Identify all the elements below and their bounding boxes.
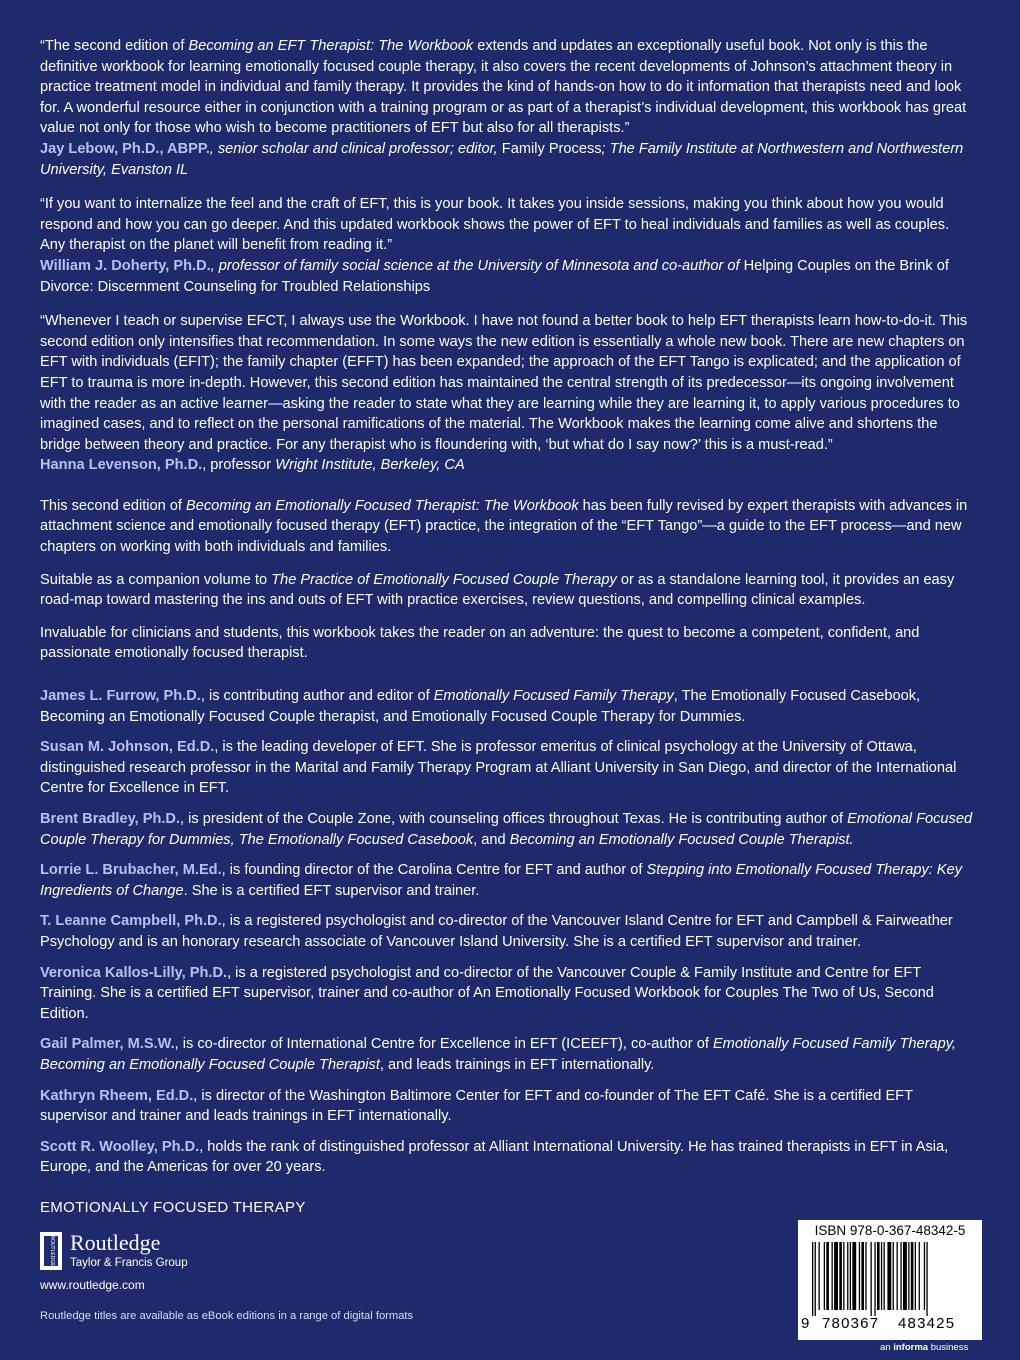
review-endorser-1: Jay Lebow, Ph.D., ABPP., senior scholar and clinical professor; editor, Family Process; The Family Institute at Northwestern and Northwestern University, Evanston IL	[40, 140, 964, 178]
ebook-note: Routledge titles are available as eBook editions in a range of digital formats	[40, 1310, 414, 1322]
endorser-name: Hanna Levenson, Ph.D.	[40, 457, 203, 474]
barcode-bar	[832, 1242, 833, 1310]
barcode-bar	[908, 1242, 909, 1310]
barcode-bar	[881, 1242, 882, 1310]
publisher-name: Routledge	[70, 1230, 161, 1255]
barcode-bar	[877, 1242, 880, 1310]
author-bio: Gail Palmer, M.S.W., is co-director of International Centre for Excellence in EFT (ICEEFT), co-author of Emotionally Focused Family Therapy, Becoming an Emotionally Focused Couple Therapist, and leads trainings in EFT internationally.	[40, 1036, 956, 1073]
barcode-bar	[847, 1242, 848, 1310]
barcode-bar	[819, 1242, 820, 1310]
author-name: T. Leanne Campbell, Ph.D.	[40, 913, 222, 930]
barcode-bar	[900, 1242, 901, 1310]
barcode-bar	[884, 1242, 885, 1310]
barcode-bar	[887, 1242, 891, 1310]
barcode-bar	[843, 1242, 844, 1310]
author-name: Lorrie L. Brubacher, M.Ed.	[40, 862, 222, 879]
author-bio: T. Leanne Campbell, Ph.D., is a registered psychologist and co-director of the Vancouver Island Centre for EFT and Campbell & Fairweather Psychology and is an honorary research associate of Vancouver Island University. She is a certified EFT supervisor and trainer.	[40, 913, 953, 950]
logo-side-text: ROUTLEDGE	[49, 1235, 55, 1267]
author-bio: Veronica Kallos-Lilly, Ph.D., is a registered psychologist and co-director of the Vancouver Couple & Family Institute and Centre for EFT Training. She is a certified EFT supervisor, trainer and co-author of An Emotionally Focused Workbook for Couples The Two of Us, Second Edition.	[40, 964, 934, 1022]
author-bio: Susan M. Johnson, Ed.D., is the leading developer of EFT. She is professor emeritus of clinical psychology at the University of Ottawa, distinguished research professor in the Marital and Family Therapy Program at Alliant University in San Diego, and director of the International Centre for Excellence in EFT.	[40, 739, 957, 797]
author-name: Scott R. Woolley, Ph.D.	[40, 1138, 200, 1155]
author-name: Brent Bradley, Ph.D.	[40, 811, 181, 827]
barcode-bar	[919, 1242, 920, 1310]
author-bio: Kathryn Rheem, Ed.D., is director of the Washington Baltimore Center for EFT and co-founder of The EFT Café. She is a certified EFT supervisor and trainer and leads trainings in EFT internationally.	[40, 1087, 913, 1125]
author-bio: Scott R. Woolley, Ph.D., holds the rank of distinguished professor at Alliant International University. He has trained therapists in EFT in Asia, Europe, and the Americas for over 20 years.	[40, 1138, 949, 1176]
barcode-bar	[926, 1242, 927, 1316]
review-endorser-3: Hanna Levenson, Ph.D., professor Wright Institute, Berkeley, CA	[40, 457, 465, 474]
author-name: James L. Furrow, Ph.D.	[40, 688, 201, 705]
barcode-bar	[859, 1242, 860, 1310]
barcode-bar	[850, 1242, 851, 1310]
barcode-bar	[865, 1242, 866, 1310]
publisher-website: www.routledge.com	[40, 1278, 145, 1292]
subject-category: EMOTIONALLY FOCUSED THERAPY	[40, 1199, 306, 1216]
barcode-bar	[824, 1242, 825, 1310]
barcode-bar	[826, 1242, 829, 1310]
barcode-bar	[871, 1242, 872, 1316]
author-name: Veronica Kallos-Lilly, Ph.D.	[40, 964, 228, 981]
description-paragraph-3: Invaluable for clinicians and students, this workbook takes the reader on an adventure: the quest to become a competent, confident, and passionate emotionally focused therapist.	[40, 624, 920, 662]
routledge-logo-icon	[40, 1232, 62, 1270]
barcode-bar	[915, 1242, 916, 1310]
isbn-barcode: ISBN 978-0-367-48342-5 9 780367 483425	[798, 1220, 982, 1340]
barcode-bar	[903, 1242, 907, 1310]
publisher-logo	[40, 1230, 240, 1274]
barcode-bar	[874, 1242, 875, 1316]
author-bio: Brent Bradley, Ph.D., is president of the Couple Zone, with counseling offices throughout Texas. He is contributing author of Emotional Focused Couple Therapy for Dummies, The Emotionally Focused Casebook, and Becoming an Emotionally Focused Couple Therapist.	[40, 811, 973, 848]
description-paragraph-1: This second edition of Becoming an Emotionally Focused Therapist: The Workbook has been fully revised by expert therapists with advances in attachment science and emotionally focused therapy (EFT) practice, the integration of the “EFT Tango”—a guide to the EFT process—and new chapters on working with both individuals and families.	[40, 497, 968, 556]
barcode-bar	[897, 1242, 898, 1310]
barcode-bar	[893, 1242, 894, 1310]
review-quote-1: “The second edition of Becoming an EFT Therapist: The Workbook extends and updates an exceptionally useful book. Not only is this the definitive workbook for learning emotionally focused couple therapy, it also covers the recent developments of Johnson’s attachment theory in practice treatment model in individual and family therapy. It provides the kind of hands-on how to do it information that therapists need and look for. A wonderful resource either in conjunction with a training program or as part of a therapist’s individual development, this workbook has great value not only for those who wish to become practitioners of EFT but also for all therapists.”	[40, 38, 967, 137]
barcode-bar	[815, 1242, 816, 1316]
endorser-name: William J. Doherty, Ph.D.	[40, 257, 211, 274]
author-name: Susan M. Johnson, Ed.D.	[40, 739, 215, 756]
barcode-bar	[852, 1242, 856, 1310]
author-name: Kathryn Rheem, Ed.D.	[40, 1087, 194, 1104]
review-endorser-2: William J. Doherty, Ph.D., professor of family social science at the University of Minnesota and co-author of Helping Couples on the Brink of Divorce: Discernment Counseling for Troubled Relationships	[40, 257, 949, 295]
informa-business-note: an informa business	[880, 1342, 969, 1353]
publisher-group: Taylor & Francis Group	[70, 1257, 188, 1269]
description-paragraph-2: Suitable as a companion volume to The Practice of Emotionally Focused Couple Therapy or as a standalone learning tool, it provides an easy road-map toward mastering the ins and outs of EFT with practice exercises, review questions, and compelling clinical examples.	[40, 571, 955, 609]
author-bio: Lorrie L. Brubacher, M.Ed., is founding director of the Carolina Centre for EFT and author of Stepping into Emotionally Focused Therapy: Key Ingredients of Change. She is a certified EFT supervisor and trainer.	[40, 862, 963, 899]
barcode-bar	[924, 1242, 925, 1310]
barcode-icon	[812, 1242, 968, 1316]
barcode-bar	[861, 1242, 864, 1310]
barcode-bar	[834, 1242, 838, 1310]
endorser-name: Jay Lebow, Ph.D., ABPP.	[40, 140, 210, 157]
isbn-number: ISBN 978-0-367-48342-5	[814, 1223, 966, 1238]
author-bio: James L. Furrow, Ph.D., is contributing author and editor of Emotionally Focused Family Therapy, The Emotionally Focused Casebook, Becoming an Emotionally Focused Couple therapist, and Emotionally Focused Couple Therapy for Dummies.	[40, 688, 921, 725]
review-quote-2: “If you want to internalize the feel and the craft of EFT, this is your book. It takes you inside sessions, making you think about how you would respond and how you can go deeper. And this updated workbook shows the power of EFT to heal individuals and families as well as couples. Any therapist on the planet will benefit from reading it.”	[40, 196, 950, 254]
review-quote-3: “Whenever I teach or supervise EFCT, I always use the Workbook. I have not found a better book to help EFT therapists learn how-to-do-it. This second edition only intensifies that recommendation. In some ways the new edition is essentially a whole new book. There are new chapters on EFT with individuals (EFIT); the family chapter (EFFT) has been expanded; the approach of the EFT Tango is explicated; and the application of EFT to trauma is more in-depth. However, this second edition has maintained the central strength of its predecessor—its ongoing involvement with the reader as an active learner—asking the reader to state what they are learning while they are learning it, to apply various procedures to imagined cases, and to reflect on the personal ramifications of the material. The Workbook makes the learning come alive and shortens the bridge between theory and practice. For any therapist who is floundering with, ‘but what do I say now?’ this is a must-read.”	[40, 313, 968, 453]
barcode-bar	[839, 1242, 842, 1310]
barcode-bar	[812, 1242, 813, 1316]
back-cover-content	[40, 36, 976, 1188]
barcode-bar	[911, 1242, 914, 1310]
author-name: Gail Palmer, M.S.W.	[40, 1036, 175, 1053]
